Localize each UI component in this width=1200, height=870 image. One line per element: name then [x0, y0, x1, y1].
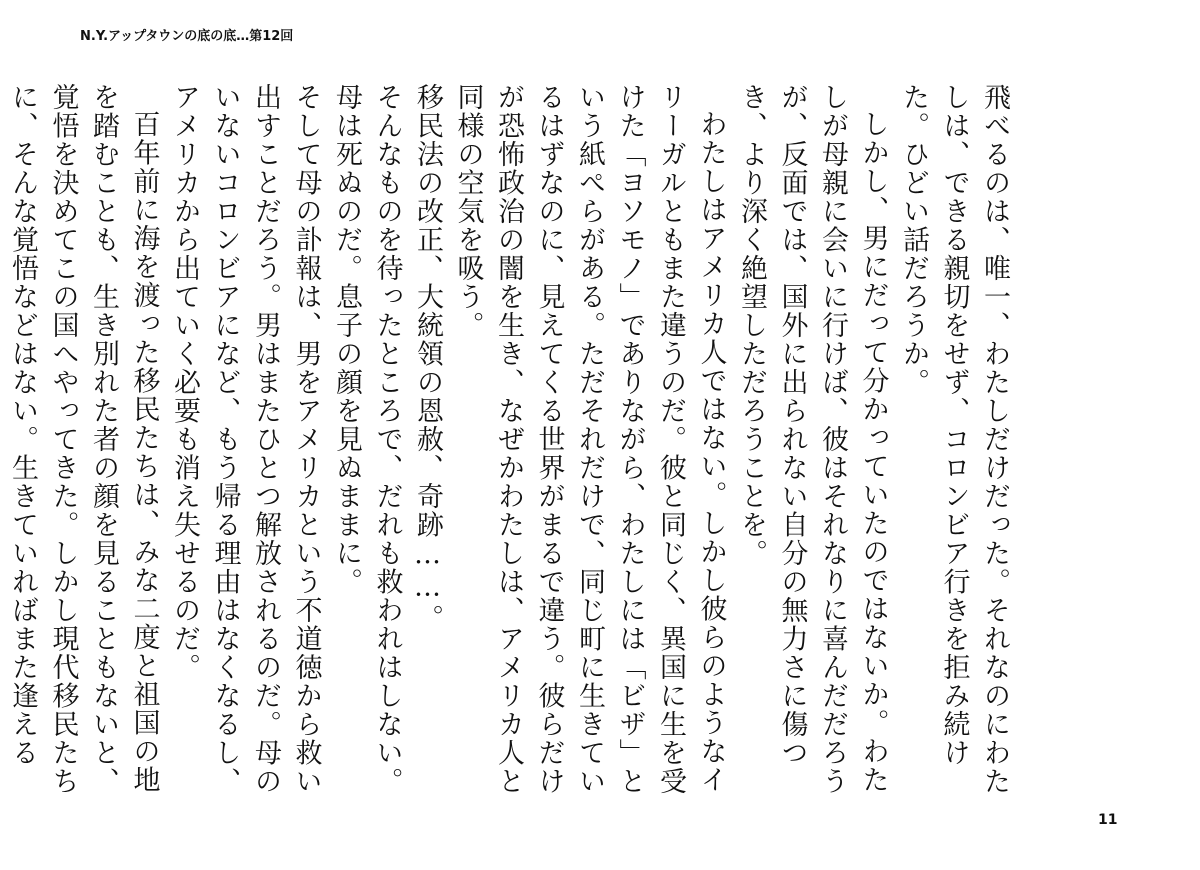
paragraph: しかし、男にだって分かっていたのではないか。わたしが母親に会いに行けば、彼はそれなりに喜んだだろうが、反面では、国外に出られない自分の無力さに傷つき、より深く絶望しただろうことを。: [736, 83, 889, 796]
paragraph: わたしはアメリカ人ではない。しかし彼らのようなイリーガルともまた違うのだ。彼と同じく、異国に生を受けた「ヨソモノ」でありながら、わたしには「ビザ」という紙ぺらがある。ただそれだけで、同じ町に生きているはずなのに、見えてくる世界がまるで違う。彼らだけが恐怖政治の闇を生き、なぜかわたしは、アメリカ人と同様の空気を吸う。: [452, 83, 727, 796]
paragraph: 母は死ぬのだ。息子の顔を見ぬままに。: [331, 83, 362, 596]
paragraph: そんなものを待ったところで、だれも救われはしない。: [371, 83, 403, 796]
paragraph: 移民法の改正、大統領の恩赦、奇跡……。: [412, 83, 443, 633]
paragraph: 百年前に海を渡った移民たちは、みな二度と祖国の地を踏むことも、生き別れた者の顔を見ることもないと、覚悟を決めてこの国へやってきた。しかし現代移民たちに、そんな覚悟などはない。生きていればまた逢える: [7, 83, 160, 796]
running-header: N.Y.アップタウンの底の底…第12回: [80, 29, 294, 44]
paragraph: そして母の訃報は、男をアメリカという不道徳から救い出すことだろう。男はまたひとつ解放されるのだ。母のいないコロンビアになど、もう帰る理由はなくなるし、アメリカから出ていく必要も消え失せるのだ。: [169, 83, 322, 796]
paragraph: 飛べるのは、唯一、わたしだけだった。それなのにわたしは、できる親切をせず、コロンビア行きを拒み続けた。ひどい話だろうか。: [898, 83, 1010, 796]
page-number: 11: [1098, 812, 1118, 828]
vertical-body-text: [0, 83, 1014, 818]
